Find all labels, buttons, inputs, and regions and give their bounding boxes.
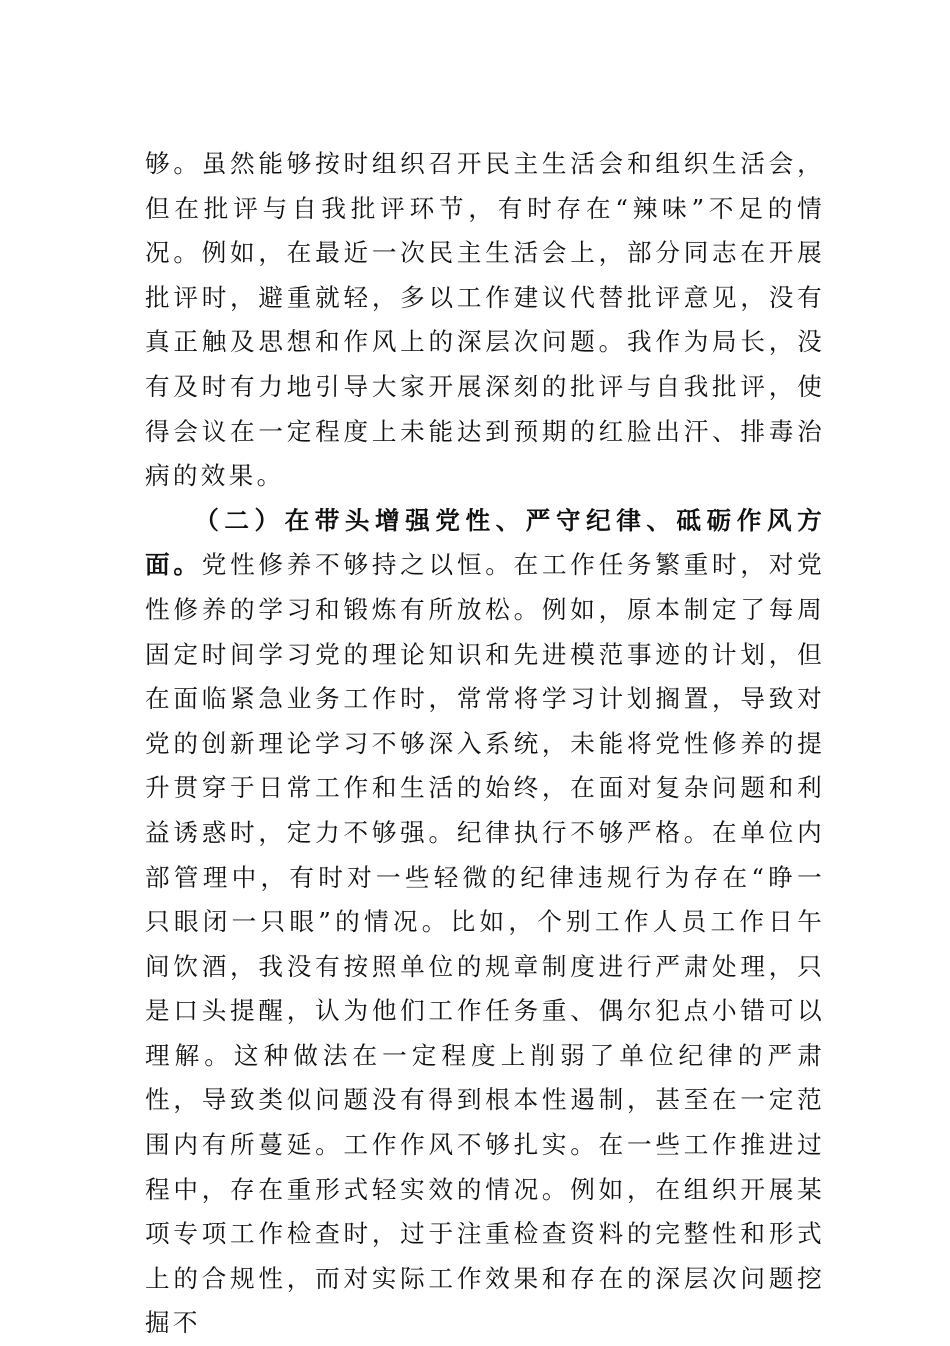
section-heading: （二）在带头增强党性、严守纪律、砥砺作风方面。 <box>145 505 825 580</box>
paragraph-continued: 够。虽然能够按时组织召开民主生活会和组织生活会，但在批评与自我批评环节，有时存在“辣味”不足的情况。例如，在最近一次民主生活会上，部分同志在开展批评时，避重就轻，多以工作建议代替批评意见，没有真正触及思想和作风上的深层次问题。我作为局长，没有及时有力地引导大家开展深刻的批评与自我批评，使得会议在一定程度上未能达到预期的红脸出汗、排毒治病的效果。 <box>145 149 825 491</box>
paragraph-section-2 <box>145 499 825 1346</box>
document-body <box>145 142 825 1346</box>
section-body: 党性修养不够持之以恒。在工作任务繁重时，对党性修养的学习和锻炼有所放松。例如，原本制定了每周固定时间学习党的理论知识和先进模范事迹的计划，但在面临紧急业务工作时，常常将学习计划搁置，导致对党的创新理论学习不够深入系统，未能将党性修养的提升贯穿于日常工作和生活的始终，在面对复杂问题和利益诱惑时，定力不够强。纪律执行不够严格。在单位内部管理中，有时对一些轻微的纪律违规行为存在“睁一只眼闭一只眼”的情况。比如，个别工作人员工作日午间饮酒，我没有按照单位的规章制度进行严肃处理，只是口头提醒，认为他们工作任务重、偶尔犯点小错可以理解。这种做法在一定程度上削弱了单位纪律的严肃性，导致类似问题没有得到根本性遏制，甚至在一定范围内有所蔓延。工作作风不够扎实。在一些工作推进过程中，存在重形式轻实效的情况。例如，在组织开展某项专项工作检查时，过于注重检查资料的完整性和形式上的合规性，而对实际工作效果和存在的深层次问题挖掘不 <box>145 550 825 1338</box>
